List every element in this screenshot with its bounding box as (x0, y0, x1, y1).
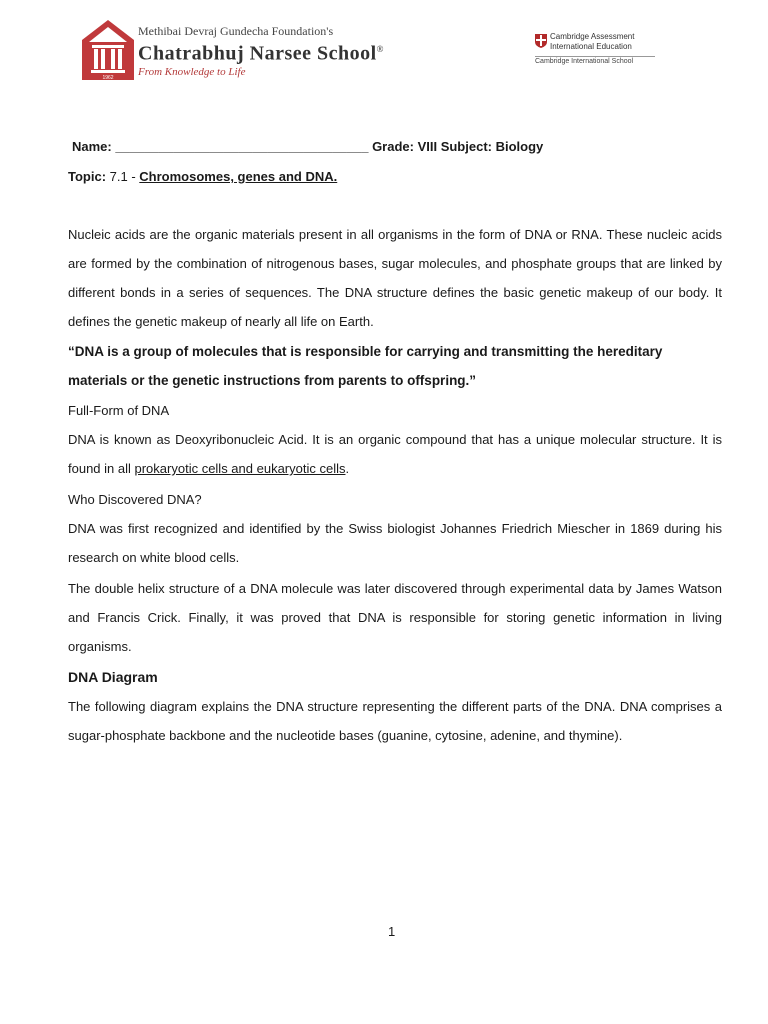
school-logo-icon (80, 18, 136, 82)
topic-number: 7.1 - (109, 169, 136, 184)
topic-title: Chromosomes, genes and DNA. (139, 169, 338, 184)
helix-paragraph: The double helix structure of a DNA molecule was later discovered through experimental data by James Watson and Francis Crick. Finally, it was proved that DNA is responsible for storing genetic information in living organisms. (68, 581, 722, 654)
name-label: Name: (72, 139, 112, 154)
name-blank: ___________________________________ (115, 139, 369, 154)
discovered-heading: Who Discovered DNA? (68, 492, 202, 507)
cells-link-text: prokaryotic cells and eukaryotic cells (134, 461, 346, 476)
diagram-heading: DNA Diagram (68, 669, 158, 685)
name-grade-line (72, 139, 543, 154)
fullform-paragraph: DNA is known as Deoxyribonucleic Acid. It is an organic compound that has a unique molecular structure. It is found in all prokaryotic cells and eukaryotic cells. (68, 432, 722, 476)
fullform-heading: Full-Form of DNA (68, 403, 170, 418)
school-name: Chatrabhuj Narsee School® (138, 42, 385, 65)
foundation-name: Methibai Devraj Gundecha Foundation's (138, 24, 334, 38)
school-tagline: From Knowledge to Life (138, 65, 246, 78)
topic-line (68, 169, 337, 184)
cambridge-shield-icon (535, 34, 547, 48)
intro-paragraph: Nucleic acids are the organic materials present in all organisms in the form of DNA or RNA. These nucleic acids are formed by the combination of nitrogenous bases, sugar molecules, and phosphate groups that are linked by different bonds in a series of sequences. The DNA structure defines the basic genetic makeup of our body. It defines the genetic makeup of nearly all life on Earth. (68, 227, 722, 329)
registered-mark: ® (376, 44, 385, 54)
grade-subject: Grade: VIII Subject: Biology (372, 139, 544, 154)
document-header (0, 0, 768, 110)
topic-label: Topic: (68, 169, 107, 184)
school-identity (138, 24, 384, 79)
cambridge-text: Cambridge Assessment International Education (550, 32, 635, 51)
dna-quote: “DNA is a group of molecules that is responsible for carrying and transmitting the hereditary materials or the genetic instructions from parents to offspring.” (68, 344, 663, 388)
logo-year: 1962 (102, 75, 114, 81)
page-number: 1 (388, 924, 396, 939)
discovered-paragraph: DNA was first recognized and identified by the Swiss biologist Johannes Friedrich Miescher in 1869 during his research on white blood cells. (68, 521, 722, 565)
cambridge-sub: Cambridge International School (535, 56, 655, 65)
diagram-paragraph: The following diagram explains the DNA structure representing the different parts of the DNA. DNA comprises a sugar-phosphate backbone and the nucleotide bases (guanine, cytosine, adenine, and thymine). (68, 699, 722, 743)
